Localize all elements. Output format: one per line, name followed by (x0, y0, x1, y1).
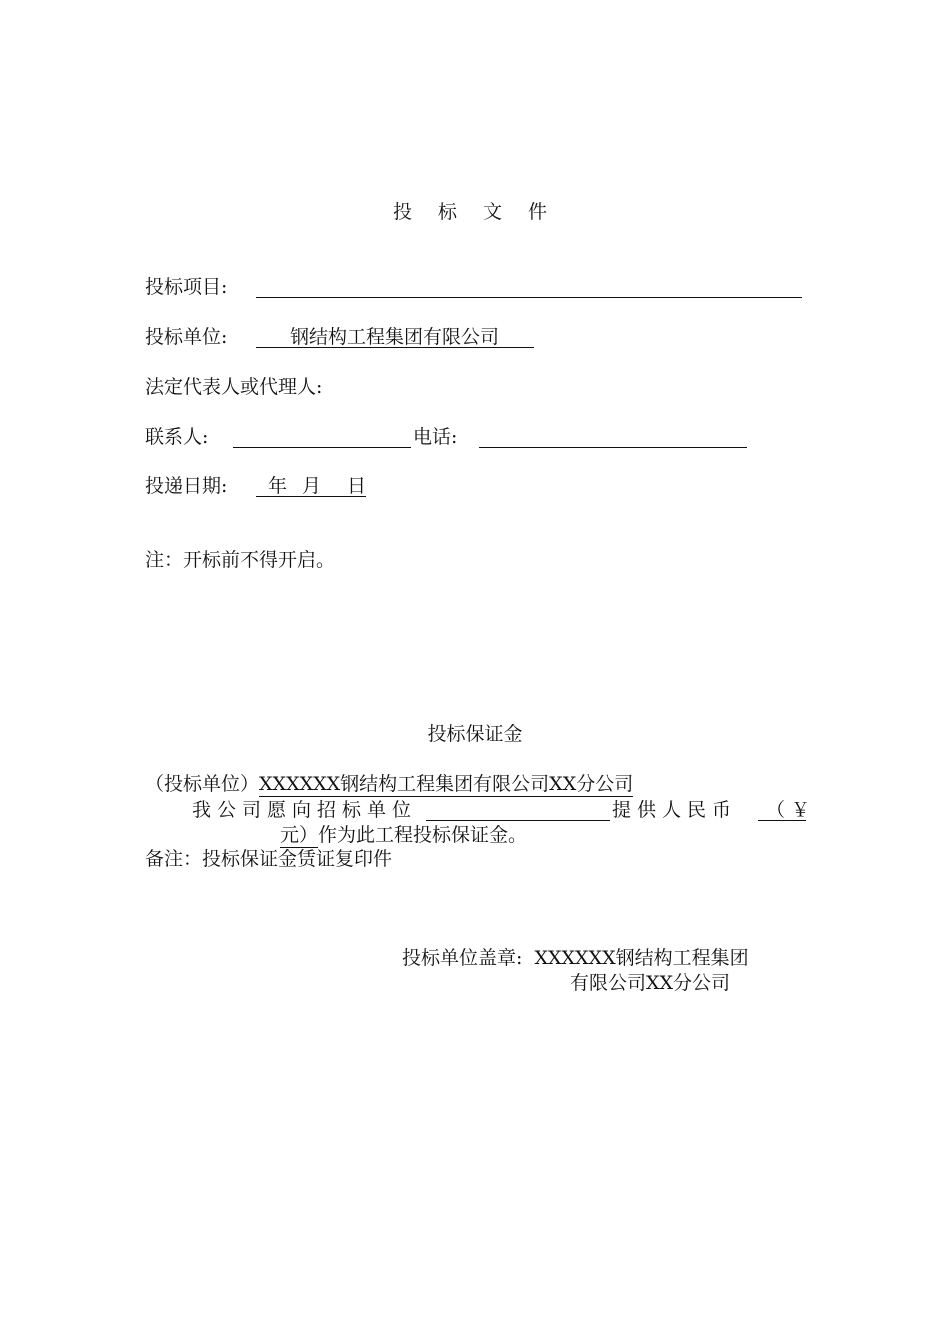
cover-note: 注：开标前不得开启。 (145, 549, 336, 571)
phone-label: 电话: (413, 426, 458, 448)
date-label: 投递日期: (145, 475, 228, 497)
unit-label: 投标单位: (145, 326, 228, 348)
guarantee-unit-prefix: （投标单位） (145, 773, 260, 795)
seal-row (402, 946, 749, 970)
guarantee-unit-value: XXXXXX钢结构工程集团有限公司XX分公司 (259, 773, 634, 795)
seal-label: 投标单位盖章: (402, 947, 523, 969)
yen-open: （ ￥ (766, 799, 811, 821)
legal-rep-label: 法定代表人或代理人: (145, 376, 323, 398)
guarantee-line2 (280, 823, 527, 847)
guarantee-line1-a: 我公司愿向招标单位 (192, 799, 418, 821)
guarantee-remark: 备注：投标保证金赁证复印件 (145, 848, 393, 870)
date-month: 月 (302, 475, 322, 497)
guarantee-line2-close: 元） (280, 824, 319, 846)
guarantee-line1-b: 提供人民币 (612, 799, 738, 821)
guarantee-unit-row (145, 772, 633, 796)
seal-line1: XXXXXX钢结构工程集团 (534, 947, 749, 969)
contact-label: 联系人: (145, 426, 209, 448)
phone-blank[interactable] (479, 425, 747, 448)
guarantee-title: 投标保证金 (427, 723, 523, 745)
guarantee-line2-rest: 作为此工程投标保证金。 (318, 824, 528, 846)
date-day: 日 (347, 475, 367, 497)
unit-value: 钢结构工程集团有限公司 (290, 326, 500, 348)
date-year: 年 (268, 475, 288, 497)
project-blank[interactable] (256, 275, 802, 298)
document-title: 投 标 文 件 (392, 201, 558, 223)
seal-line2: 有限公司XX分公司 (570, 972, 731, 994)
project-label: 投标项目: (145, 276, 228, 298)
recipient-blank[interactable] (426, 798, 610, 821)
contact-blank[interactable] (233, 425, 411, 448)
